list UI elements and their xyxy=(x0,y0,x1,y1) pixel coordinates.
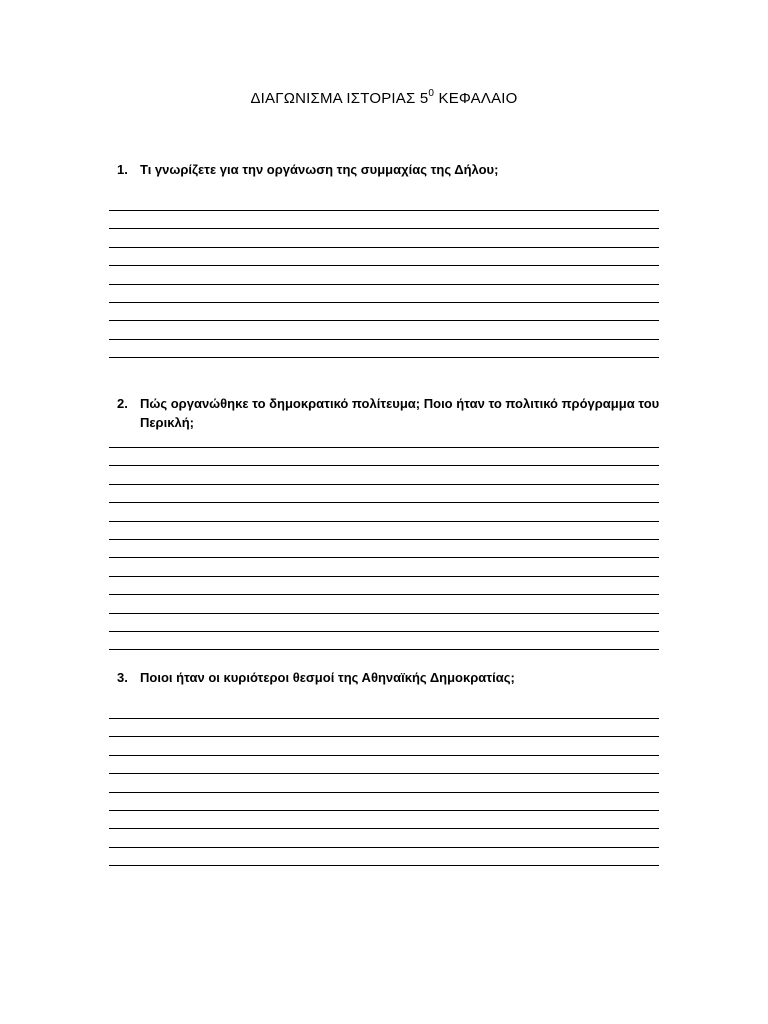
answer-line[interactable] xyxy=(109,484,659,485)
answer-line[interactable] xyxy=(109,557,659,558)
answer-line[interactable] xyxy=(109,736,659,737)
answer-line[interactable] xyxy=(109,847,659,848)
answer-line[interactable] xyxy=(109,447,659,448)
answer-line[interactable] xyxy=(109,502,659,503)
answer-line[interactable] xyxy=(109,810,659,811)
title-superscript: 0 xyxy=(428,88,435,99)
question-text: Τι γνωρίζετε για την οργάνωση της συμμαχίας της Δήλου; xyxy=(140,162,499,177)
title-suffix: ΚΕΦΑΛΑΙΟ xyxy=(434,90,518,107)
answer-line[interactable] xyxy=(109,718,659,719)
answer-line[interactable] xyxy=(109,631,659,632)
question-text: Ποιοι ήταν οι κυριότεροι θεσμοί της Αθηναϊκής Δημοκρατίας; xyxy=(140,670,515,685)
answer-line[interactable] xyxy=(109,539,659,540)
answer-line[interactable] xyxy=(109,613,659,614)
answer-line[interactable] xyxy=(109,339,659,340)
answer-line[interactable] xyxy=(109,792,659,793)
answer-line[interactable] xyxy=(109,247,659,248)
answer-line[interactable] xyxy=(109,828,659,829)
question-2 xyxy=(117,394,662,432)
answer-line[interactable] xyxy=(109,594,659,595)
question-number: 2. xyxy=(117,396,128,411)
answer-line[interactable] xyxy=(109,755,659,756)
answer-line[interactable] xyxy=(109,284,659,285)
question-1 xyxy=(117,160,662,179)
question-text: Πώς οργανώθηκε το δημοκρατικό πολίτευμα; Ποιο ήταν το πολιτικό πρόγραμμα του Περικλή; xyxy=(140,396,660,430)
title-text: ΔΙΑΓΩΝΙΣΜΑ ΙΣΤΟΡΙΑΣ 5 xyxy=(250,90,429,107)
answer-line[interactable] xyxy=(109,320,659,321)
answer-line[interactable] xyxy=(109,465,659,466)
answer-line[interactable] xyxy=(109,649,659,650)
page-title xyxy=(0,89,768,107)
question-3 xyxy=(117,668,662,687)
answer-line[interactable] xyxy=(109,521,659,522)
answer-line[interactable] xyxy=(109,773,659,774)
answer-line[interactable] xyxy=(109,265,659,266)
answer-line[interactable] xyxy=(109,210,659,211)
answer-line[interactable] xyxy=(109,357,659,358)
answer-line[interactable] xyxy=(109,302,659,303)
answer-line[interactable] xyxy=(109,228,659,229)
question-number: 3. xyxy=(117,670,128,685)
answer-line[interactable] xyxy=(109,865,659,866)
question-number: 1. xyxy=(117,162,128,177)
answer-line[interactable] xyxy=(109,576,659,577)
